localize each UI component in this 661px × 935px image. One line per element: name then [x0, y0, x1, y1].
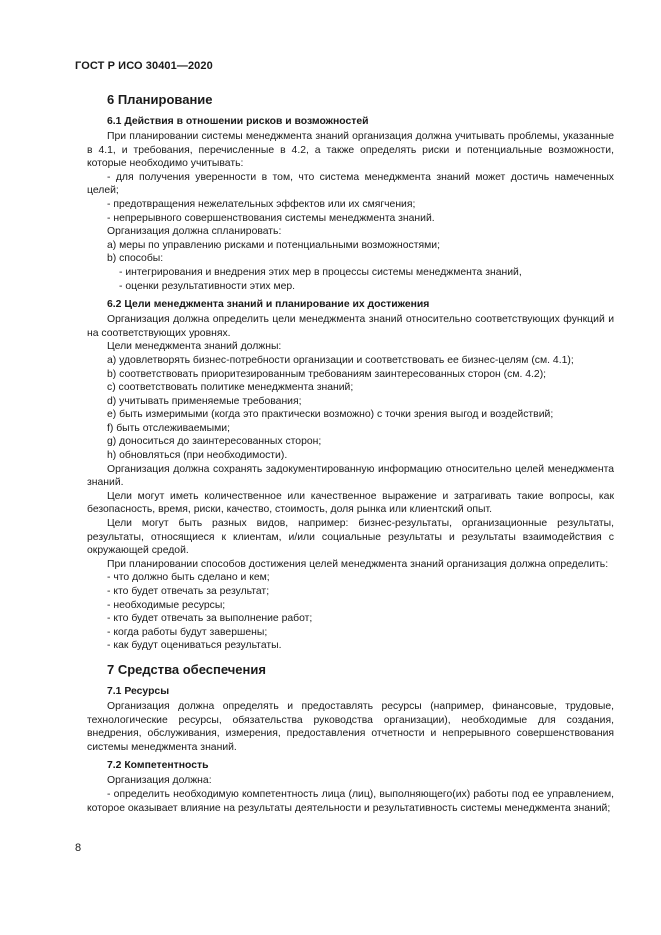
list-item: - что должно быть сделано и кем; [107, 572, 270, 584]
section-7-1-heading: 7.1 Ресурсы [107, 685, 170, 697]
paragraph: Организация должна определять и предоставлять ресурсы (например, финансовые, трудовые, технологические ресурсы, обязательства руководства организации), необходимые для создания, внедрения, обслуживания, измерения, предоставления отчетности и непрерывного совершенствования системы менеджмента знаний. [87, 700, 614, 753]
paragraph: Организация должна сохранять задокументированную информацию относительно целей менеджмента знаний. [87, 463, 614, 489]
section-7-2-heading: 7.2 Компетентность [107, 760, 209, 772]
list-item: g) доноситься до заинтересованных сторон; [107, 436, 322, 448]
list-item: - кто будет отвечать за результат; [107, 586, 270, 597]
list-item: а) меры по управлению рисками и потенциальными возможностями; [107, 239, 440, 251]
section-6-1-plan: Организация должна спланировать: [107, 226, 282, 238]
paragraph: Цели менеджмента знаний должны: [107, 341, 282, 353]
sub-list-item: - интегрирования и внедрения этих мер в процессы системы менеджмента знаний, [119, 266, 522, 278]
list-item: f) быть отслеживаемыми; [107, 422, 230, 434]
standard-header: ГОСТ Р ИСО 30401—2020 [75, 60, 213, 72]
list-item: - предотвращения нежелательных эффектов или их смягчения; [107, 198, 416, 210]
list-item: d) учитывать применяемые требования; [107, 395, 302, 407]
list-item: - кто будет отвечать за выполнение работ; [107, 613, 313, 625]
list-item: - как будут оцениваться результаты. [107, 640, 282, 652]
paragraph: Организация должна определить цели менеджмента знаний относительно соответствующих функций и на соответствующих уровнях. [87, 314, 614, 339]
list-item: - когда работы будут завершены; [107, 626, 268, 638]
section-6-1-intro: При планировании системы менеджмента знаний организация должна учитывать проблемы, указанные в 4.1, и требования, перечисленные в 4.2, а также определять риски и потенциальные возможности, которые необходимо учитывать: [87, 131, 614, 170]
section-6-1-heading: 6.1 Действия в отношении рисков и возможностей [107, 116, 369, 127]
list-item: h) обновляться (при необходимости). [107, 450, 288, 462]
list-item: b) соответствовать приоритезированным требованиям заинтересованных сторон (см. 4.2); [107, 368, 547, 380]
section-7-heading: 7 Средства обеспечения [107, 661, 266, 677]
section-6-2-heading: 6.2 Цели менеджмента знаний и планирование их достижения [107, 299, 430, 311]
list-item: - для получения уверенности в том, что система менеджмента знаний может достичь намеченных целей; [87, 171, 614, 197]
sub-list-item: - оценки результативности этих мер. [119, 280, 296, 292]
list-item: - необходимые ресурсы; [107, 599, 226, 611]
list-item: b) способы: [107, 253, 164, 265]
paragraph: При планировании способов достижения целей менеджмента знаний организация должна определить: [107, 558, 609, 570]
page-number: 8 [75, 842, 82, 854]
list-item: е) быть измеримыми (когда это практически возможно) с точки зрения выгод и воздействий; [107, 409, 554, 421]
list-item: - непрерывного совершенствования системы менеджмента знаний. [107, 212, 435, 224]
section-6-heading: 6 Планирование [107, 92, 213, 107]
page-content [87, 92, 614, 815]
paragraph: Цели могут иметь количественное или качественное выражение и затрагивать такие вопросы, как безопасность, время, риски, качество, стоимость, доля рынка или клиентский опыт. [87, 490, 614, 516]
list-item: а) удовлетворять бизнес-потребности организации и соответствовать ее бизнес-целям (см. 4.1); [107, 354, 574, 366]
paragraph: - определить необходимую компетентность лица (лиц), выполняющего(их) работы под ее управлением, которое оказывает влияние на результаты деятельности и результативность системы менеджмента знаний; [87, 788, 614, 814]
paragraph: Цели могут быть разных видов, например: бизнес-результаты, организационные результаты, результаты, относящиеся к клиентам, и/или социальные результаты и результаты взаимодействия с окружающей средой. [87, 518, 614, 557]
list-item: с) соответствовать политике менеджмента знаний; [107, 382, 354, 394]
paragraph: Организация должна: [107, 775, 212, 787]
